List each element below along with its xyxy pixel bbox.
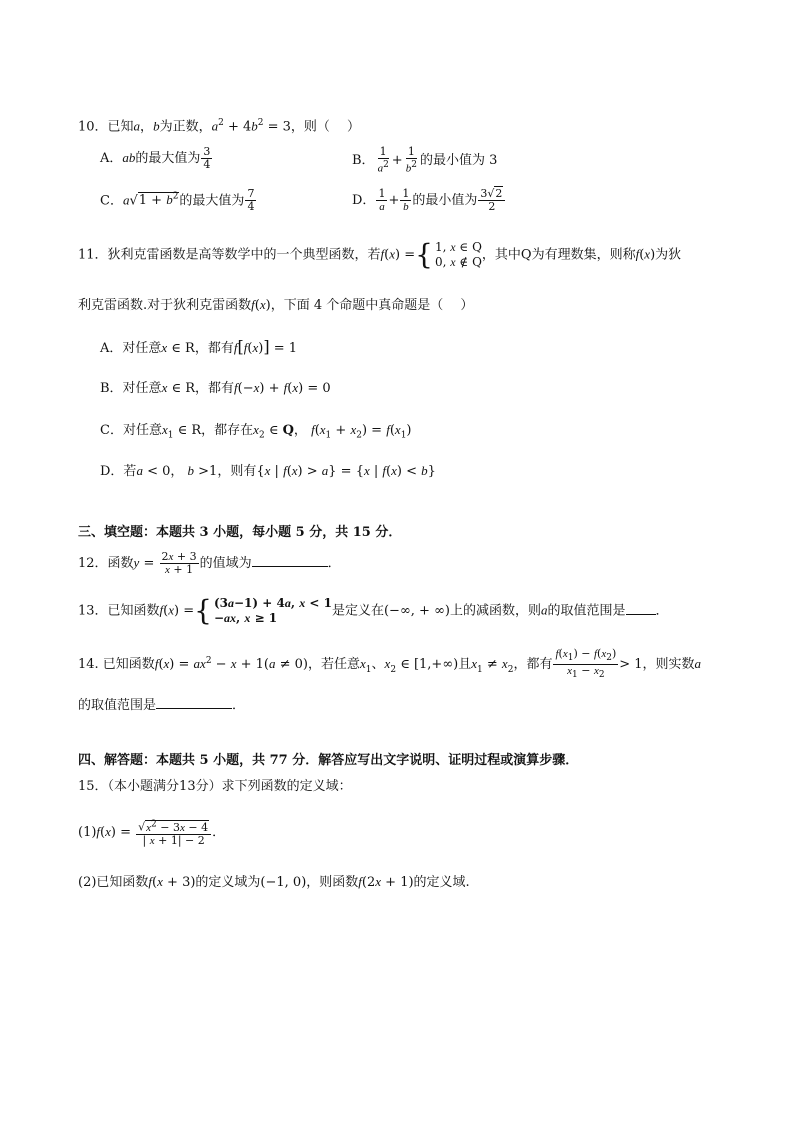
q14-line2: 的取值范围是 ． [78, 698, 246, 713]
q10-stem: 10．已知a，b为正数，$a^2 + 4b^2 = 3$，则（ ） [78, 118, 361, 135]
q12-answer-blank[interactable] [252, 554, 328, 567]
q10-option-c[interactable]: C．$a√1 + b^2$的最大值为 $\frac{7}{4}$ [100, 187, 255, 214]
q14: 14. 已知函数$f(x) = ax^2 - x + 1(a \ne 0)$，若任意$x_1$、$x_2$ ∈ [1,+∞)且$x_1 \ne x_2$，都有 $\frac{f(x_1) - f(x_2)}{x_1 - x_2}$ > 1，则实数a [78, 647, 702, 681]
section-4-title: 四、解答题：本题共 5 小题，共 77 分．解答应写出文字说明、证明过程或演算步骤． [78, 753, 579, 768]
q10-option-d[interactable]: D． $\frac{1}{a}$ + $\frac{1}{b}$ 的最小值为 $\frac{3√2}{2}$ [352, 188, 506, 213]
section-3-title: 三、填空题：本题共 3 小题，每小题 5 分，共 15 分． [78, 525, 402, 540]
q12: 12．函数y = $\frac{2x + 3}{x + 1}$ 的值域为 ． [78, 550, 341, 576]
q11-option-a[interactable]: A．对任意x ∈ R，都有f[f(x)] = 1 [100, 337, 297, 356]
q15-part-2: (2)已知函数f(x + 3)的定义域为(−1, 0)，则函数f(2x + 1)的定义域. [78, 874, 470, 890]
q11-option-b[interactable]: B．对任意x ∈ R，都有f(−x) + f(x) = 0 [100, 380, 331, 396]
q13: 13．已知函数f(x) = { (3a−1) + 4a, x < 1 −ax, x ≥ 1 是定义在(−∞, + ∞)上的减函数，则a的取值范围是 ． [78, 594, 669, 627]
q15-part-1: (1)f(x) = $\frac{√x^2 - 3x - 4}{| x + 1| - 2}$ ． [78, 819, 226, 847]
q11-stem-line2: 利克雷函数.对于狄利克雷函数f(x)，下面 4 个命题中真命题是（ ） [78, 297, 474, 313]
q14-answer-blank[interactable] [156, 696, 232, 709]
q11-option-c[interactable]: C．对任意$x_1$ ∈ R，都存在$x_2$ ∈ Q， $f(x_1 + x_2) = f(x_1)$ [100, 422, 412, 441]
q11-stem: 11．狄利克雷函数是高等数学中的一个典型函数，若f(x) = { 1, x ∈ Q 0, x ∉ Q ，其中Q为有理数集，则称f(x)为狄 [78, 238, 682, 271]
q13-answer-blank[interactable] [626, 602, 656, 615]
q15-stem: 15．（本小题满分13分）求下列函数的定义域： [78, 779, 352, 794]
q11-option-d[interactable]: D．若a < 0， b >1，则有{x | f(x) > a} = {x | f(x) < b} [100, 463, 436, 479]
q10-option-a[interactable]: A．ab的最大值为 $\frac{3}{4}$ [100, 145, 211, 171]
q10-option-b[interactable]: B． $\frac{1}{a^2}$ + $\frac{1}{b^2}$ 的最小值为 3 [352, 145, 498, 175]
